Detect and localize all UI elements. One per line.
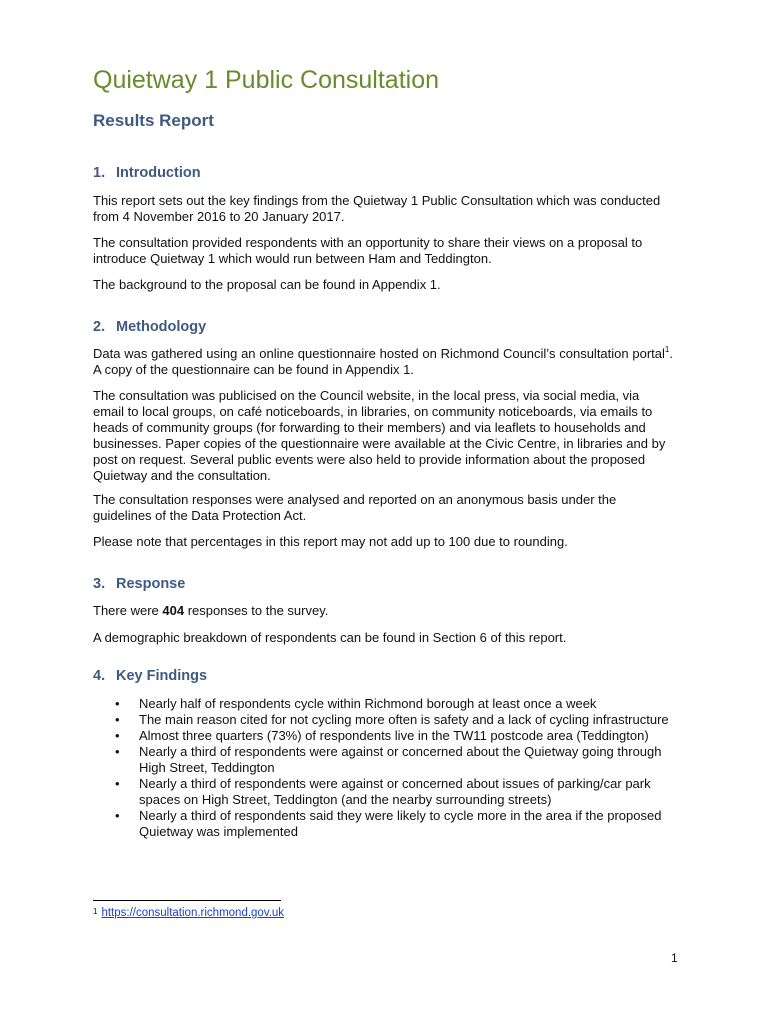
section-title: Key Findings xyxy=(116,668,208,684)
list-item xyxy=(93,696,673,712)
methodology-paragraph-1-tail: . A copy of the questionnaire can be found in Appendix 1. xyxy=(93,346,673,377)
methodology-paragraph-3: The consultation responses were analysed and reported on an anonymous basis under the guidelines of the Data Protection Act. xyxy=(93,492,617,523)
list-item-text: Nearly a third of respondents said they were likely to cycle more in the area if the proposed Quietway was implemented xyxy=(139,808,662,839)
intro-paragraph-1: This report sets out the key findings from the Quietway 1 Public Consultation which was conducted from 4 November 2016 to 20 January 2017. xyxy=(93,193,661,224)
section-number: 3. xyxy=(93,576,106,592)
footnote-marker: 1 xyxy=(93,907,98,916)
intro-paragraph-2: The consultation provided respondents with an opportunity to share their views on a proposal to introduce Quietway 1 which would run between Ham and Teddington. xyxy=(93,235,643,266)
section-number: 1. xyxy=(93,165,106,181)
list-item-text: Nearly a third of respondents were against or concerned about issues of parking/car park spaces on High Street, Teddington (and the nearby surrounding streets) xyxy=(139,776,651,807)
section-title: Introduction xyxy=(116,165,201,181)
section-heading-key-findings xyxy=(93,668,207,684)
consultation-portal-link[interactable]: https://consultation.richmond.gov.uk xyxy=(101,907,285,919)
footnote-divider xyxy=(93,900,281,901)
response-text-after: responses to the survey. xyxy=(184,603,329,618)
section-heading-methodology xyxy=(93,319,206,335)
list-item xyxy=(93,808,673,840)
document-subtitle: Results Report xyxy=(93,111,214,130)
response-paragraph-2: A demographic breakdown of respondents can be found in Section 6 of this report. xyxy=(93,630,567,645)
methodology-paragraph-4: Please note that percentages in this report may not add up to 100 due to rounding. xyxy=(93,534,568,549)
response-count: 404 xyxy=(162,603,185,618)
list-item xyxy=(93,712,673,728)
bullet-icon: • xyxy=(115,744,120,759)
bullet-icon: • xyxy=(115,712,120,727)
section-title: Methodology xyxy=(116,319,207,335)
methodology-paragraph-1 xyxy=(93,346,673,378)
section-number: 4. xyxy=(93,668,106,684)
page-number: 1 xyxy=(671,951,678,965)
bullet-icon: • xyxy=(115,808,120,823)
footnote-reference[interactable]: 1 xyxy=(664,345,670,354)
bullet-icon: • xyxy=(115,776,120,791)
intro-paragraph-3: The background to the proposal can be found in Appendix 1. xyxy=(93,277,441,292)
bullet-icon: • xyxy=(115,728,120,743)
response-text-before: There were xyxy=(93,603,163,618)
list-item-text: Nearly a third of respondents were against or concerned about the Quietway going through High Street, Teddington xyxy=(139,744,662,775)
section-title: Response xyxy=(116,576,186,592)
list-item xyxy=(93,728,673,744)
footnote xyxy=(93,907,284,919)
methodology-paragraph-2: The consultation was publicised on the Council website, in the local press, via social media, via email to local groups, on café noticeboards, in libraries, on community noticeboards, via emails to heads of community groups (for forwarding to their members) and via leaflets to households and businesses. Paper copies of the questionnaire were available at the Civic Centre, in libraries and by post on request. Several public events were also held to provide information about the proposed Quietway and the consultation. xyxy=(93,388,666,483)
list-item xyxy=(93,744,673,776)
list-item-text: Almost three quarters (73%) of respondents live in the TW11 postcode area (Teddington) xyxy=(139,728,649,743)
list-item xyxy=(93,776,673,808)
section-heading-response xyxy=(93,576,185,592)
bullet-icon: • xyxy=(115,696,120,711)
section-number: 2. xyxy=(93,319,106,335)
list-item-text: Nearly half of respondents cycle within Richmond borough at least once a week xyxy=(139,696,597,711)
section-heading-introduction xyxy=(93,165,201,181)
list-item-text: The main reason cited for not cycling more often is safety and a lack of cycling infrastructure xyxy=(139,712,669,727)
document-title: Quietway 1 Public Consultation xyxy=(93,66,440,94)
key-findings-list xyxy=(93,696,673,840)
methodology-paragraph-1-text: Data was gathered using an online questionnaire hosted on Richmond Council’s consultation portal xyxy=(93,346,665,361)
response-paragraph-1 xyxy=(93,603,673,619)
